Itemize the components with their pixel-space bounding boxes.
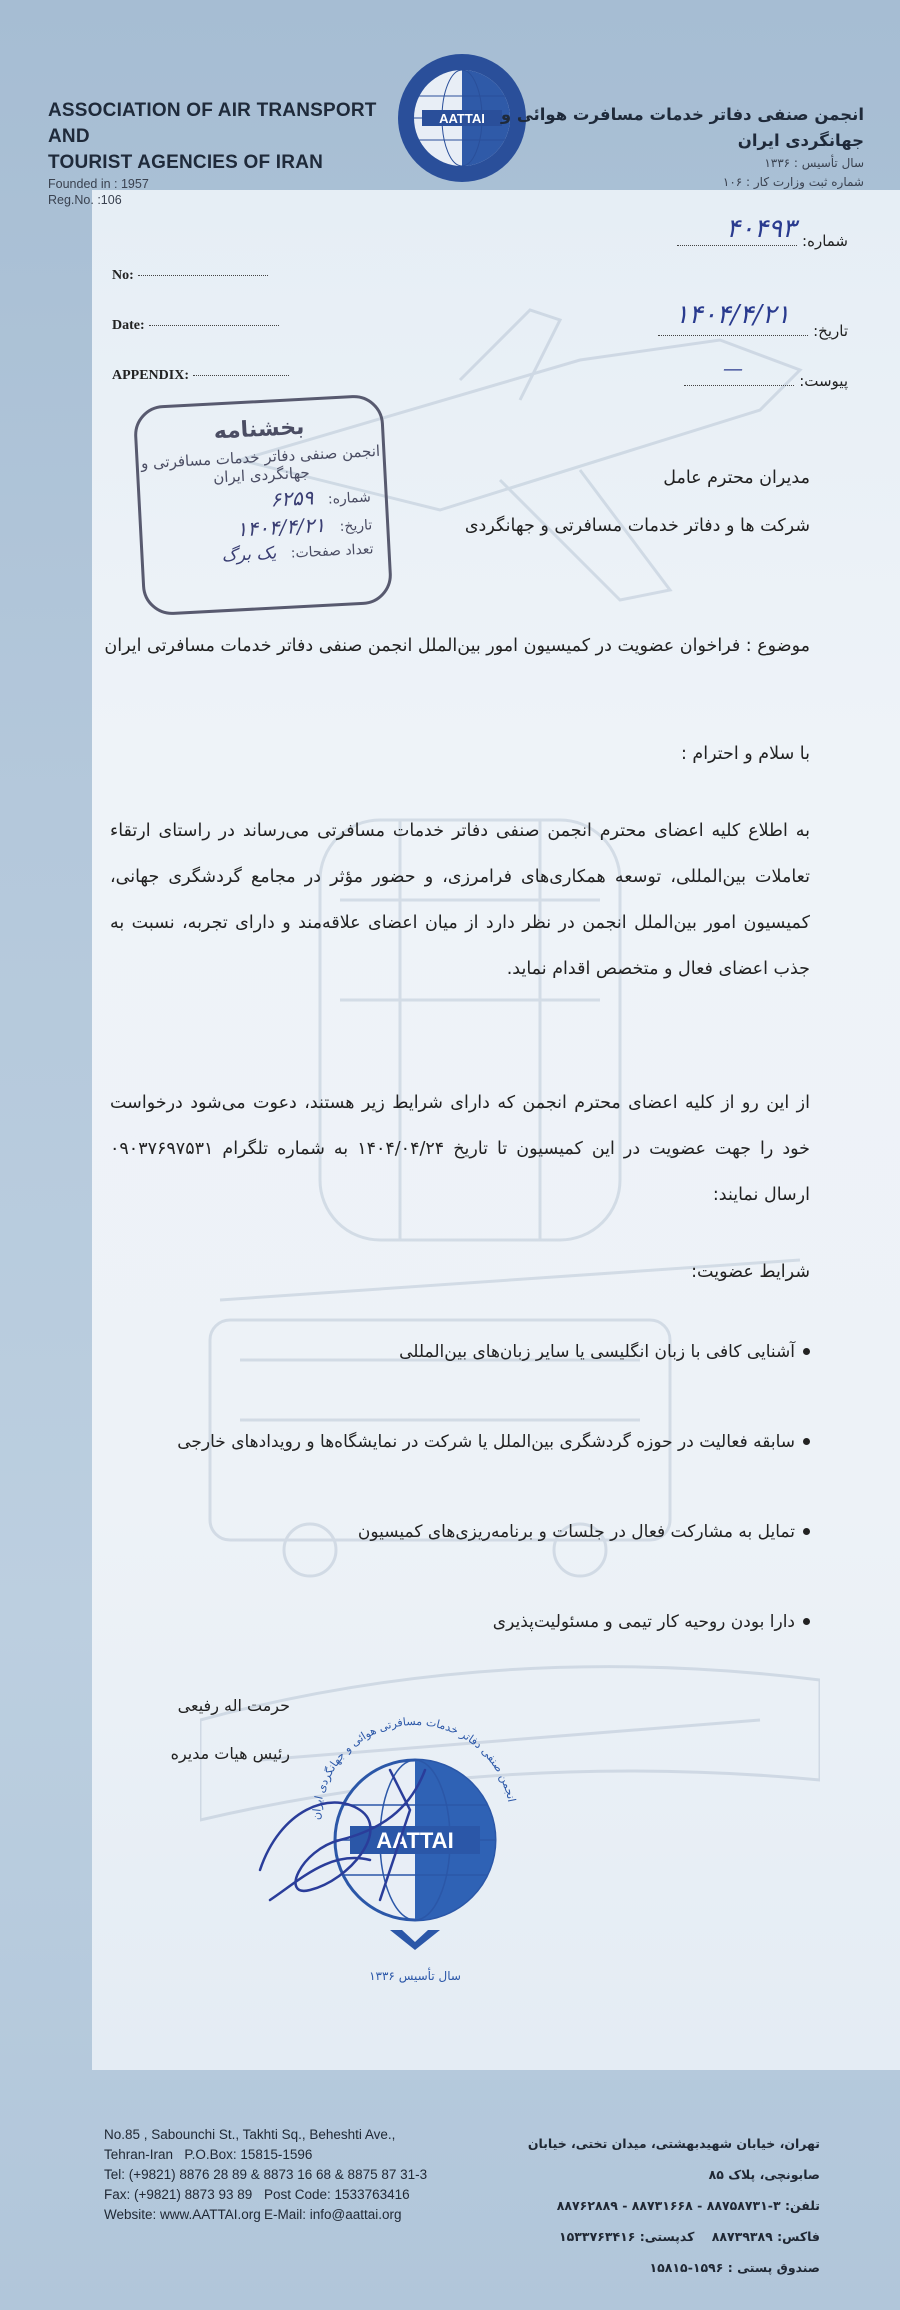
seal-ring-text: انجمن صنفی دفاتر خدمات مسافرتی هوائی و جهانگردی ایران bbox=[309, 1714, 519, 1821]
stamp-pages-value: یک برگ bbox=[221, 543, 277, 567]
date-label-fa: تاریخ: bbox=[813, 322, 848, 340]
recipient-line2: شرکت ها و دفاتر خدمات مسافرتی و جهانگردی bbox=[464, 516, 810, 536]
stamp-date-value: ۱۴۰۴/۴/۲۱ bbox=[235, 512, 326, 542]
footer-fax-row-fa bbox=[480, 2221, 820, 2252]
stamp-title: بخشنامه bbox=[213, 414, 306, 445]
paragraph-1: به اطلاع کلیه اعضای محترم انجمن صنفی دفاتر خدمات مسافرتی می‌رساند در راستای ارتقاء تعاملات بین‌المللی، توسعه همکاری‌های فرامرزی، و حضور مؤثر در مجامع گردشگری جهانی، کمیسیون امور بین‌الملل انجمن در نظر دارد از میان اعضای علاقه‌مند و دارای تجربه، نسبت به جذب اعضای فعال و متخصص اقدام نماید. bbox=[110, 821, 810, 979]
subject-line: موضوع : فراخوان عضویت در کمیسیون امور بین‌الملل انجمن صنفی دفاتر خدمات مسافرتی ایران bbox=[104, 636, 810, 656]
footer-fax-en: Fax: (+9821) 8873 93 89 bbox=[104, 2187, 253, 2202]
footer-fax-fa: فاکس: ۸۸۷۳۹۳۸۹ bbox=[711, 2229, 820, 2244]
handwritten-signature bbox=[240, 1750, 440, 1910]
attachment-label-fa: پیوست: bbox=[799, 372, 848, 390]
condition-text: تمایل به مشارکت فعال در جلسات و برنامه‌ریزی‌های کمیسیون bbox=[357, 1522, 795, 1542]
date-dotted-line bbox=[149, 325, 279, 326]
bullet-icon bbox=[803, 1528, 810, 1535]
org-name-fa: انجمن صنفی دفاتر خدمات مسافرت هوائی و جهانگردی ایران bbox=[500, 105, 864, 150]
footer-postcode-fa: کدپستی: ۱۵۳۳۷۶۳۴۱۶ bbox=[559, 2229, 695, 2244]
stamp-number-value: ۶۲۵۹ bbox=[269, 485, 314, 512]
ref-attachment-fa bbox=[684, 372, 848, 390]
bullet-icon bbox=[803, 1618, 810, 1625]
number-label-fa: شماره: bbox=[802, 232, 848, 250]
footer-email[interactable]: E-Mail: info@aattai.org bbox=[264, 2207, 402, 2222]
stamp-pages-label: تعداد صفحات: bbox=[290, 541, 374, 562]
signer-name: حرمت اله رفیعی bbox=[177, 1696, 290, 1715]
founded-fa: سال تأسیس : ۱۳۳۶ bbox=[764, 156, 864, 170]
seal-logo-text: AATTAI bbox=[376, 1828, 454, 1853]
stamp-number-label: شماره: bbox=[327, 489, 372, 508]
condition-item bbox=[110, 1342, 810, 1362]
footer-address-en: No.85 , Sabounchi St., Takhti Sq., Beheshti Ave., bbox=[104, 2127, 396, 2142]
footer-city: Tehran-Iran bbox=[104, 2147, 174, 2162]
bullet-icon bbox=[803, 1438, 810, 1445]
greeting: با سلام و احترام : bbox=[680, 744, 810, 764]
condition-text: آشنایی کافی با زبان انگلیسی یا سایر زبان‌های بین‌المللی bbox=[399, 1342, 795, 1362]
ref-no bbox=[112, 268, 268, 284]
signer-title: رئیس هیات مدیره bbox=[170, 1744, 290, 1763]
conditions-title: شرایط عضویت: bbox=[691, 1262, 810, 1282]
footer-address-fa: تهران، خیابان شهیدبهشتی، میدان تختی، خیابان صابونچی، پلاک ۸۵ bbox=[527, 2136, 820, 2182]
footer-english bbox=[104, 2125, 427, 2225]
bullet-icon bbox=[803, 1348, 810, 1355]
circular-stamp bbox=[133, 394, 394, 617]
ref-date bbox=[112, 318, 279, 334]
no-label: No: bbox=[112, 268, 134, 283]
footer-persian bbox=[480, 2128, 820, 2283]
reg-no-en: Reg.No. :106 bbox=[48, 193, 122, 207]
header-english bbox=[48, 98, 388, 208]
logo-text: AATTAI bbox=[439, 111, 485, 126]
recipient-line1: مدیران محترم عامل bbox=[663, 468, 810, 488]
appendix-dotted-line bbox=[193, 375, 289, 376]
appendix-label: APPENDIX: bbox=[112, 368, 189, 383]
stamp-date-label: تاریخ: bbox=[339, 517, 373, 536]
org-name-en-line2: TOURIST AGENCIES OF IRAN bbox=[48, 152, 324, 173]
reg-no-fa: شماره ثبت وزارت کار : ۱۰۶ bbox=[722, 175, 864, 189]
seal-founded: سال تأسیس ۱۳۳۶ bbox=[369, 1969, 461, 1983]
footer-pobox-en: P.O.Box: 15815-1596 bbox=[184, 2147, 313, 2162]
footer-web-row bbox=[104, 2205, 427, 2225]
ref-appendix bbox=[112, 368, 289, 384]
handwritten-date: ۱۴۰۴/۴/۲۱ bbox=[674, 300, 790, 330]
org-name-en-line1: ASSOCIATION OF AIR TRANSPORT AND bbox=[48, 100, 377, 147]
paragraph-2: از این رو از کلیه اعضای محترم انجمن که دارای شرایط زیر هستند، دعوت می‌شود درخواست خود را جهت عضویت در این کمیسیون تا تاریخ ۱۴۰۴/۰۴/۲۴ به شماره تلگرام ۰۹۰۳۷۶۹۷۵۳۱ ارسال نمایند: bbox=[110, 1093, 810, 1205]
condition-text: دارا بودن روحیه کار تیمی و مسئولیت‌پذیری bbox=[492, 1612, 795, 1632]
footer-tel-fa: تلفن: ۳-۸۸۷۵۸۷۳۱ - ۸۸۷۳۱۶۶۸ - ۸۸۷۶۲۸۸۹ bbox=[556, 2198, 820, 2213]
handwritten-attachment: — bbox=[723, 356, 744, 380]
header-persian bbox=[484, 102, 864, 192]
no-dotted-line bbox=[138, 275, 268, 276]
condition-item bbox=[110, 1432, 810, 1452]
condition-item bbox=[110, 1522, 810, 1542]
footer-pobox-fa: صندوق پستی : ۱۵۹۶-۱۵۸۱۵ bbox=[649, 2260, 820, 2275]
footer-postcode-en: Post Code: 1533763416 bbox=[264, 2187, 410, 2202]
stamp-org: انجمن صنفی دفاتر خدمات مسافرتی و جهانگردی ایران bbox=[140, 441, 381, 487]
date-label: Date: bbox=[112, 318, 145, 333]
footer-tel-en: Tel: (+9821) 8876 28 89 & 8873 16 68 & 8875 87 31-3 bbox=[104, 2167, 428, 2182]
handwritten-number: ۴۰۴۹۳ bbox=[726, 214, 796, 244]
condition-text: سابقه فعالیت در حوزه گردشگری بین‌الملل یا شرکت در نمایشگاه‌ها و رویدادهای خارجی bbox=[177, 1432, 795, 1452]
founded-en: Founded in : 1957 bbox=[48, 177, 149, 191]
footer-city-row bbox=[104, 2145, 427, 2165]
condition-item bbox=[110, 1612, 810, 1632]
footer-website[interactable]: Website: www.AATTAI.org bbox=[104, 2207, 261, 2222]
footer-fax-row bbox=[104, 2185, 427, 2205]
